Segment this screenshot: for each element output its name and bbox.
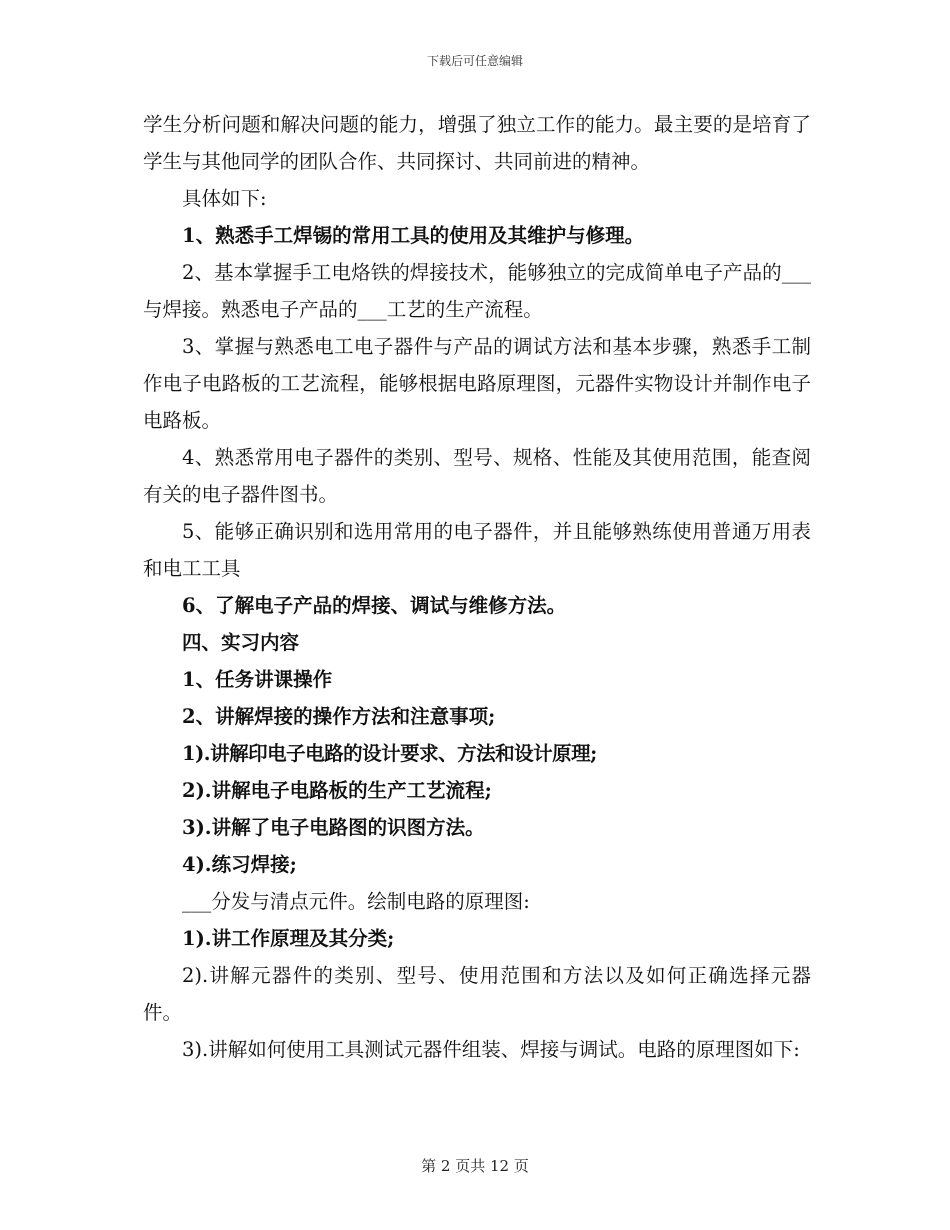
page-footer: 第 2 页共 12 页 (421, 1157, 529, 1175)
list-item-5: 5、能够正确识别和选用常用的电子器件，并且能够熟练使用普通万用表和电工工具 (143, 520, 811, 580)
list-item-4: 4、熟悉常用电子器件的类别、型号、规格、性能及其使用范围，能查阅有关的电子器件图书。 (143, 446, 811, 506)
paragraph-details-heading: 具体如下: (182, 187, 267, 210)
sub-item-1: 1).讲解印电子电路的设计要求、方法和设计原理; (182, 742, 597, 765)
content-item-2: 2、讲解焊接的操作方法和注意事项; (182, 705, 496, 728)
document-body (143, 106, 811, 1068)
sub-item-3: 3).讲解了电子电路图的识图方法。 (182, 816, 485, 839)
sub-item-theory: 1).讲工作原理及其分类; (182, 927, 395, 950)
sub-item-4: 4).练习焊接; (182, 853, 297, 876)
sub-item-2: 2).讲解电子电路板的生产工艺流程; (182, 779, 492, 802)
sub-item-testing: 3).讲解如何使用工具测试元器件组装、焊接与调试。电路的原理图如下: (182, 1038, 800, 1061)
list-item-2: 2、基本掌握手工电烙铁的焊接技术，能够独立的完成简单电子产品的___与焊接。熟悉电子产品的___工艺的生产流程。 (143, 261, 811, 321)
paragraph-components: ___分发与清点元件。绘制电路的原理图: (182, 890, 530, 913)
sub-item-components: 2).讲解元器件的类别、型号、使用范围和方法以及如何正确选择元器件。 (143, 964, 811, 1024)
list-item-3: 3、掌握与熟悉电工电子器件与产品的调试方法和基本步骤，熟悉手工制作电子电路板的工艺流程，能够根据电路原理图，元器件实物设计并制作电子电路板。 (143, 335, 811, 432)
list-item-6: 6、了解电子产品的焊接、调试与维修方法。 (182, 594, 567, 617)
paragraph-intro: 学生分析问题和解决问题的能力，增强了独立工作的能力。最主要的是培育了学生与其他同学的团队合作、共同探讨、共同前进的精神。 (143, 113, 811, 173)
list-item-1: 1、熟悉手工焊锡的常用工具的使用及其维护与修理。 (182, 224, 645, 247)
section-heading: 四、实习内容 (182, 631, 300, 654)
page-header: 下载后可任意编辑 (426, 54, 523, 68)
content-item-1: 1、任务讲课操作 (182, 668, 333, 691)
